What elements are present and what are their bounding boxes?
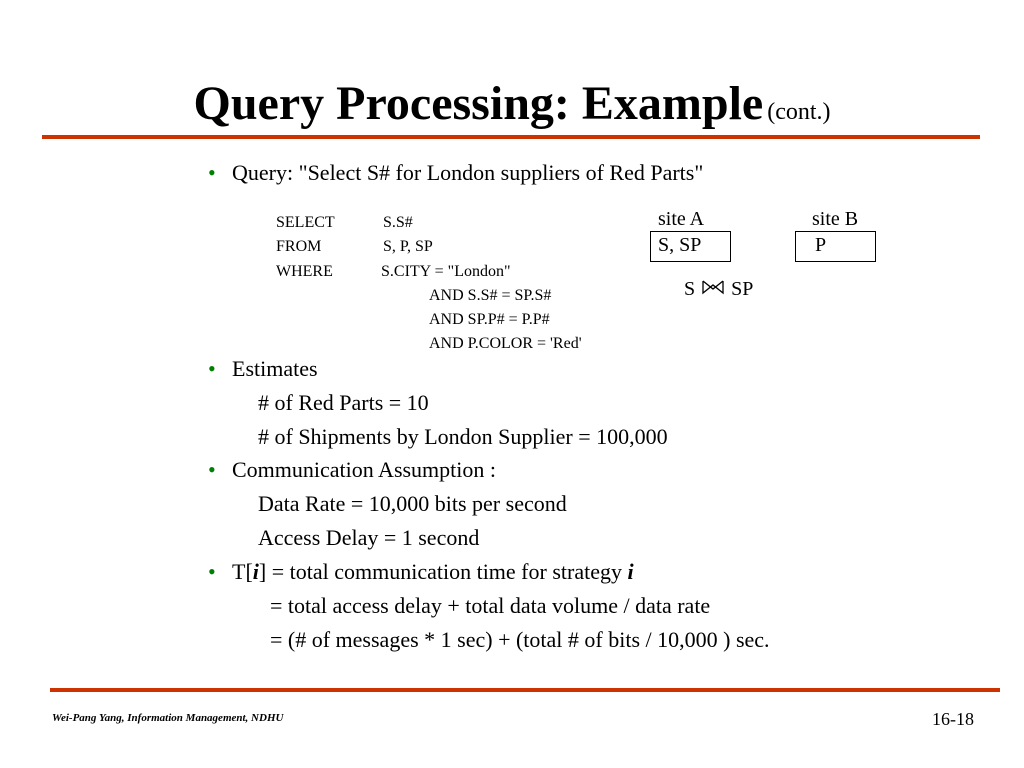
join-expression <box>684 278 753 301</box>
strategy-variable: i <box>252 559 259 584</box>
join-left: S <box>684 278 696 300</box>
sql-value: S.S# <box>383 214 413 231</box>
site-b-box <box>795 231 876 262</box>
communication-heading: Communication Assumption : <box>232 457 497 482</box>
sql-value: AND SP.P# = P.P# <box>429 311 550 328</box>
strategy-variable: i <box>627 559 634 584</box>
sql-value: S.CITY = "London" <box>381 263 511 280</box>
title-sub: (cont.) <box>767 99 831 125</box>
bullet-marker: • <box>208 160 216 185</box>
slide-title <box>0 76 1024 131</box>
sql-value: S, P, SP <box>383 238 433 255</box>
bullet-marker: • <box>208 559 216 584</box>
bullet-marker: • <box>208 356 216 381</box>
site-a-box <box>650 231 731 262</box>
join-right: SP <box>731 278 754 300</box>
total-time-heading <box>232 559 634 585</box>
total-time-prefix: T[ <box>232 559 253 584</box>
estimates-heading: Estimates <box>232 356 318 381</box>
page-number: 16-18 <box>932 709 974 729</box>
join-icon <box>701 279 725 295</box>
communication-line: Access Delay = 1 second <box>258 525 480 550</box>
bullet-marker: • <box>208 457 216 482</box>
total-time-middle: ] = total communication time for strategy <box>258 559 628 584</box>
communication-line: Data Rate = 10,000 bits per second <box>258 491 567 516</box>
sql-keyword: WHERE <box>276 263 333 280</box>
site-a-content: S, SP <box>658 234 702 256</box>
footer-rule <box>50 688 1000 692</box>
title-main: Query Processing: Example <box>193 77 764 130</box>
formula-line: = (# of messages * 1 sec) + (total # of bits / 10,000 ) sec. <box>270 627 770 652</box>
estimate-line: # of Shipments by London Supplier = 100,000 <box>258 424 668 449</box>
site-a-label: site A <box>658 208 705 230</box>
sql-keyword: FROM <box>276 238 322 255</box>
sql-value: AND P.COLOR = 'Red' <box>429 335 582 352</box>
sql-keyword: SELECT <box>276 214 335 231</box>
query-bullet-text: Query: "Select S# for London suppliers of Red Parts" <box>232 160 704 185</box>
site-b-content: P <box>815 234 827 256</box>
formula-line: = total access delay + total data volume / data rate <box>270 593 711 618</box>
site-b-label: site B <box>812 208 859 230</box>
title-rule <box>42 135 980 139</box>
sql-value: AND S.S# = SP.S# <box>429 287 552 304</box>
footer-author: Wei-Pang Yang, Information Management, NDHU <box>52 712 284 724</box>
estimate-line: # of Red Parts = 10 <box>258 390 429 415</box>
